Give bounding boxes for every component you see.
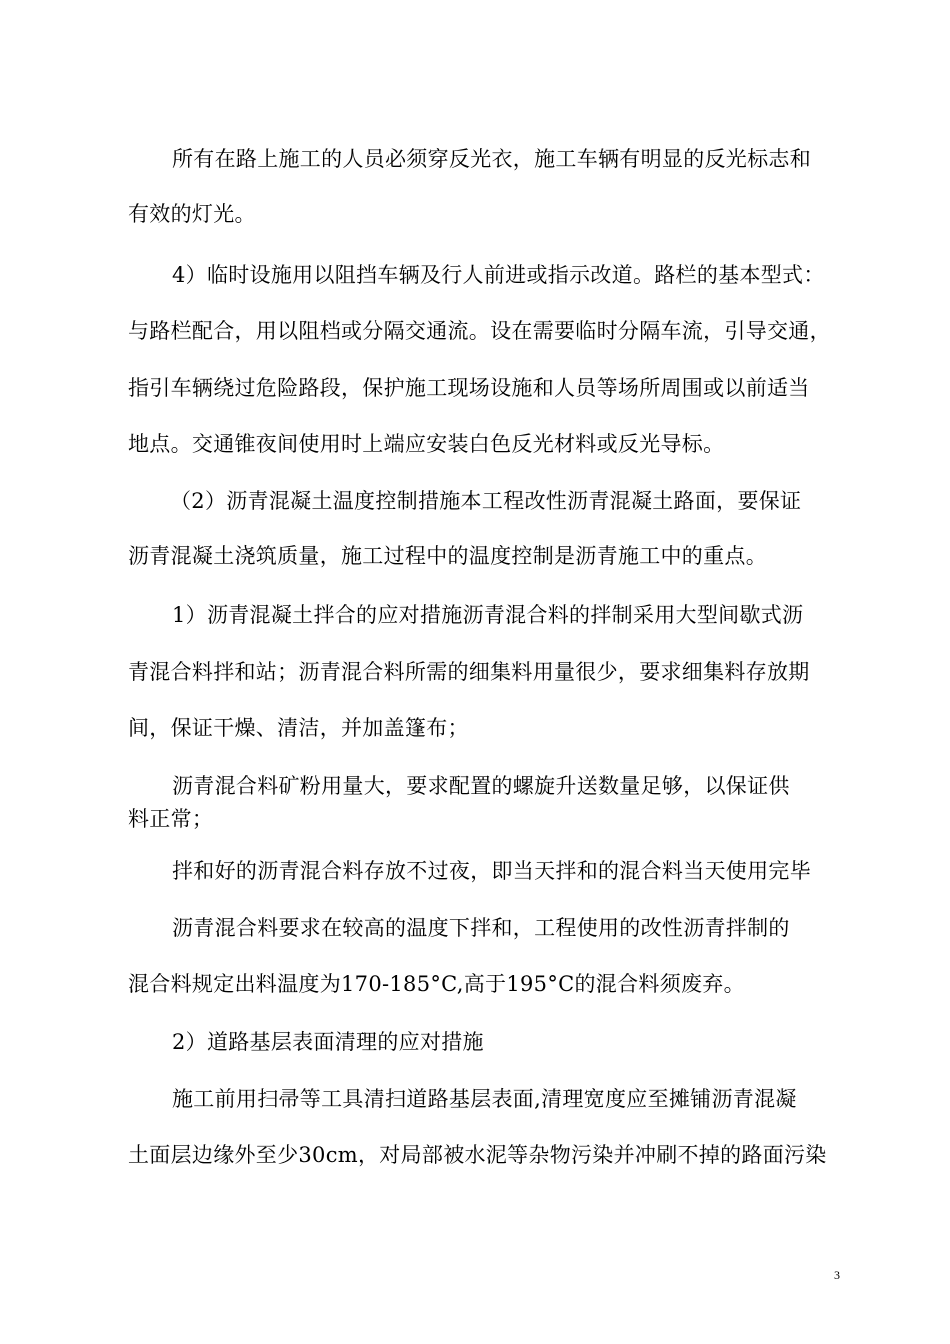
- paragraph-line: 所有在路上施工的人员必须穿反光衣，施工车辆有明显的反光标志和: [172, 147, 811, 171]
- paragraph-line: （2）沥青混凝土温度控制措施本工程改性沥青混凝土路面，要保证: [170, 489, 802, 513]
- paragraph-line: 青混合料拌和站；沥青混合料所需的细集料用量很少，要求细集料存放期: [128, 660, 810, 684]
- paragraph-line: 1）沥青混凝土拌合的应对措施沥青混合料的拌制采用大型间歇式沥: [172, 603, 804, 627]
- paragraph-line: 2）道路基层表面清理的应对措施: [172, 1030, 484, 1054]
- paragraph-line: 指引车辆绕过危险路段，保护施工现场设施和人员等场所周围或以前适当: [128, 376, 810, 400]
- paragraph-line: 4）临时设施用以阻挡车辆及行人前进或指示改道。路栏的基本型式：: [172, 263, 825, 287]
- paragraph-line: 与路栏配合，用以阻档或分隔交通流。设在需要临时分隔车流，引导交通，: [128, 319, 831, 343]
- paragraph-line: 施工前用扫帚等工具清扫道路基层表面,清理宽度应至摊铺沥青混凝: [172, 1087, 797, 1111]
- paragraph-line: 料正常；: [128, 807, 214, 831]
- paragraph-line: 土面层边缘外至少30cm，对局部被水泥等杂物污染并冲刷不掉的路面污染: [128, 1143, 827, 1167]
- paragraph-line: 有效的灯光。: [128, 202, 256, 226]
- paragraph-line: 地点。交通锥夜间使用时上端应安装白色反光材料或反光导标。: [128, 432, 725, 456]
- paragraph-line: 沥青混合料矿粉用量大，要求配置的螺旋升送数量足够，以保证供: [172, 774, 790, 798]
- paragraph-line: 沥青混凝土浇筑质量，施工过程中的温度控制是沥青施工中的重点。: [128, 544, 767, 568]
- paragraph-line: 拌和好的沥青混合料存放不过夜，即当天拌和的混合料当天使用完毕: [172, 859, 811, 883]
- paragraph-line: 沥青混合料要求在较高的温度下拌和，工程使用的改性沥青拌制的: [172, 916, 790, 940]
- paragraph-line: 间，保证干燥、清洁，并加盖篷布；: [128, 716, 469, 740]
- page-number: 3: [834, 1268, 840, 1282]
- paragraph-line: 混合料规定出料温度为170-185°C,高于195°C的混合料须废弃。: [128, 972, 745, 996]
